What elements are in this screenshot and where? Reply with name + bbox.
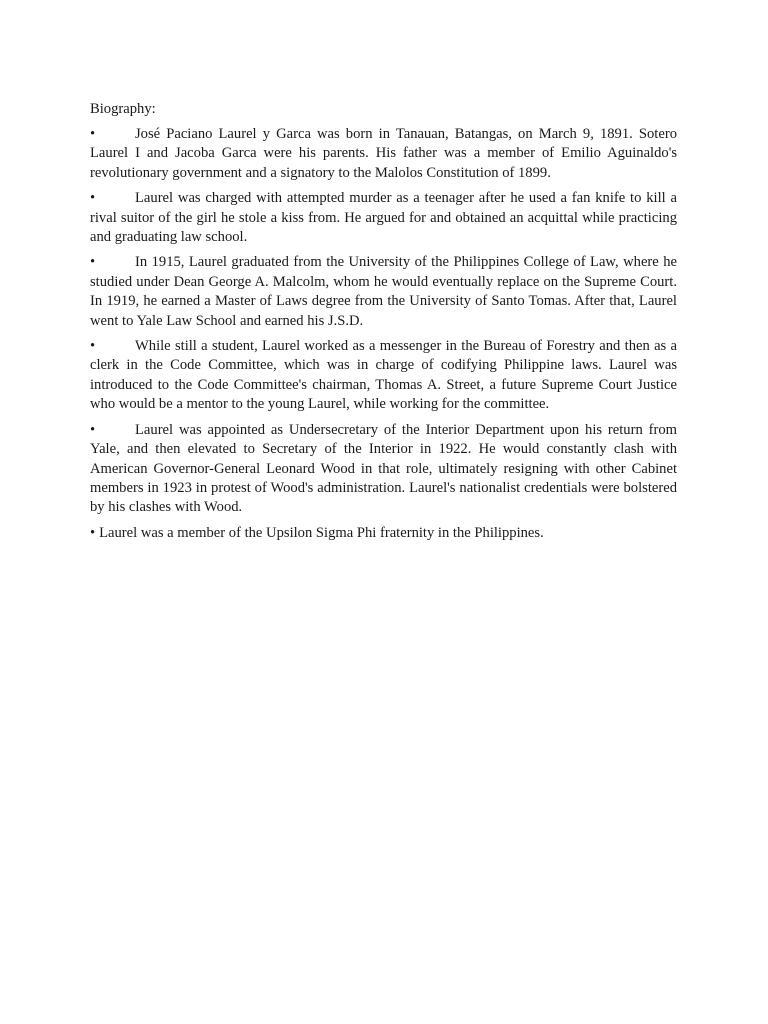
list-item-text: José Paciano Laurel y Garca was born in Tanauan, Batangas, on March 9, 1891. Sotero Laurel I and Jacoba Garca were his parents. His father was a member of Emilio Aguinaldo's revolutionary government and a signatory to the Malolos Constitution of 1899.	[90, 126, 677, 181]
list-item-text: Laurel was charged with attempted murder as a teenager after he used a fan knife to kill a rival suitor of the girl he stole a kiss from. He argued for and obtained an acquittal while practicing and graduating law school.	[90, 190, 677, 246]
list-item	[90, 337, 677, 415]
bullet-icon: •	[90, 524, 96, 541]
list-item-text: Laurel was appointed as Undersecretary of the Interior Department upon his return from Yale, and then elevated to Secretary of the Interior in 1922. He would constantly clash with American Governor-General Leonard Wood in that role, ultimately resigning with other Cabinet members in 1923 in protest of Wood's administration. Laurel's nationalist credentials were bolstered by his clashes with Wood.	[90, 421, 677, 516]
list-item	[90, 421, 677, 518]
list-item-text: Laurel was a member of the Upsilon Sigma Phi fraternity in the Philippines.	[99, 524, 544, 541]
document-page	[90, 100, 677, 549]
list-item	[90, 253, 677, 331]
list-item-text: In 1915, Laurel graduated from the University of the Philippines College of Law, where he studied under Dean George A. Malcolm, whom he would eventually replace on the Supreme Court. In 1919, he earned a Master of Laws degree from the University of Santo Tomas. After that, Laurel went to Yale Law School and earned his J.S.D.	[90, 254, 677, 329]
bullet-icon: •	[90, 254, 96, 271]
bullet-icon: •	[90, 421, 96, 438]
list-item-text: While still a student, Laurel worked as a messenger in the Bureau of Forestry and then as a clerk in the Code Committee, which was in charge of codifying Philippine laws. Laurel was introduced to the Code Committee's chairman, Thomas A. Street, a future Supreme Court Justice who would be a mentor to the young Laurel, while working for the committee.	[90, 338, 677, 413]
list-item	[90, 189, 677, 247]
biography-list	[90, 125, 677, 543]
biography-heading: Biography:	[90, 101, 156, 117]
list-item	[90, 524, 677, 543]
bullet-icon: •	[90, 126, 96, 142]
bullet-icon: •	[90, 190, 96, 207]
list-item	[90, 125, 677, 183]
bullet-icon: •	[90, 338, 96, 355]
